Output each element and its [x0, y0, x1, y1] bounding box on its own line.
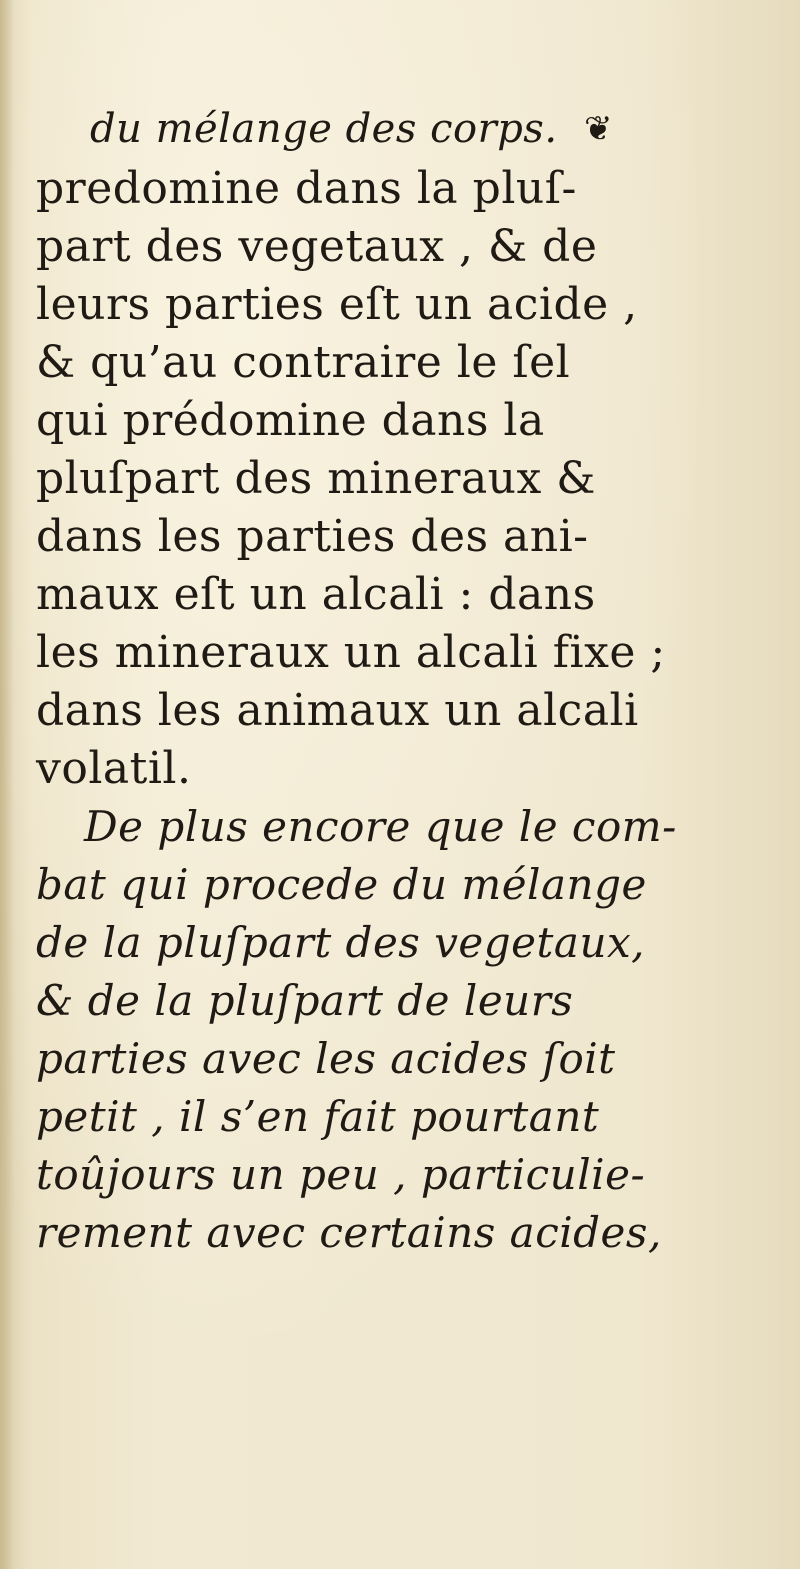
text-line: qui prédomine dans la	[36, 395, 545, 446]
signature-mark: ❦	[584, 109, 613, 149]
text-line: volatil.	[36, 743, 192, 794]
text-line: dans les parties des ani-	[36, 511, 589, 562]
text-line: les mineraux un alcali fixe ;	[36, 627, 666, 678]
text-line: leurs parties eſt un acide ,	[36, 279, 638, 330]
italic-text-line: rement avec certains acides,	[36, 1208, 662, 1257]
italic-text-line: bat qui procede du mélange	[36, 860, 647, 909]
italic-text-line: & de la pluſpart de leurs	[36, 976, 574, 1025]
text-line: & qu’au contraire le ſel	[36, 337, 571, 388]
page-gutter-shadow	[0, 0, 14, 1569]
italic-text-line: toûjours un peu , particulie-	[36, 1150, 646, 1199]
text-line: dans les animaux un alcali	[36, 685, 639, 736]
italic-text-line: De plus encore que le com-	[84, 802, 677, 851]
running-head	[36, 98, 766, 160]
page-text	[36, 98, 766, 1262]
text-line: pluſpart des mineraux &	[36, 453, 596, 504]
text-line: maux eſt un alcali : dans	[36, 569, 596, 620]
text-line: predomine dans la pluſ-	[36, 163, 577, 214]
italic-text-line: de la pluſpart des vegetaux,	[36, 918, 646, 967]
running-head-title: du mélange des corps.	[90, 106, 558, 152]
italic-text-line: petit , il s’en fait pourtant	[36, 1092, 600, 1141]
italic-text-line: parties avec les acides ſoit	[36, 1034, 616, 1083]
text-line: part des vegetaux , & de	[36, 221, 598, 272]
